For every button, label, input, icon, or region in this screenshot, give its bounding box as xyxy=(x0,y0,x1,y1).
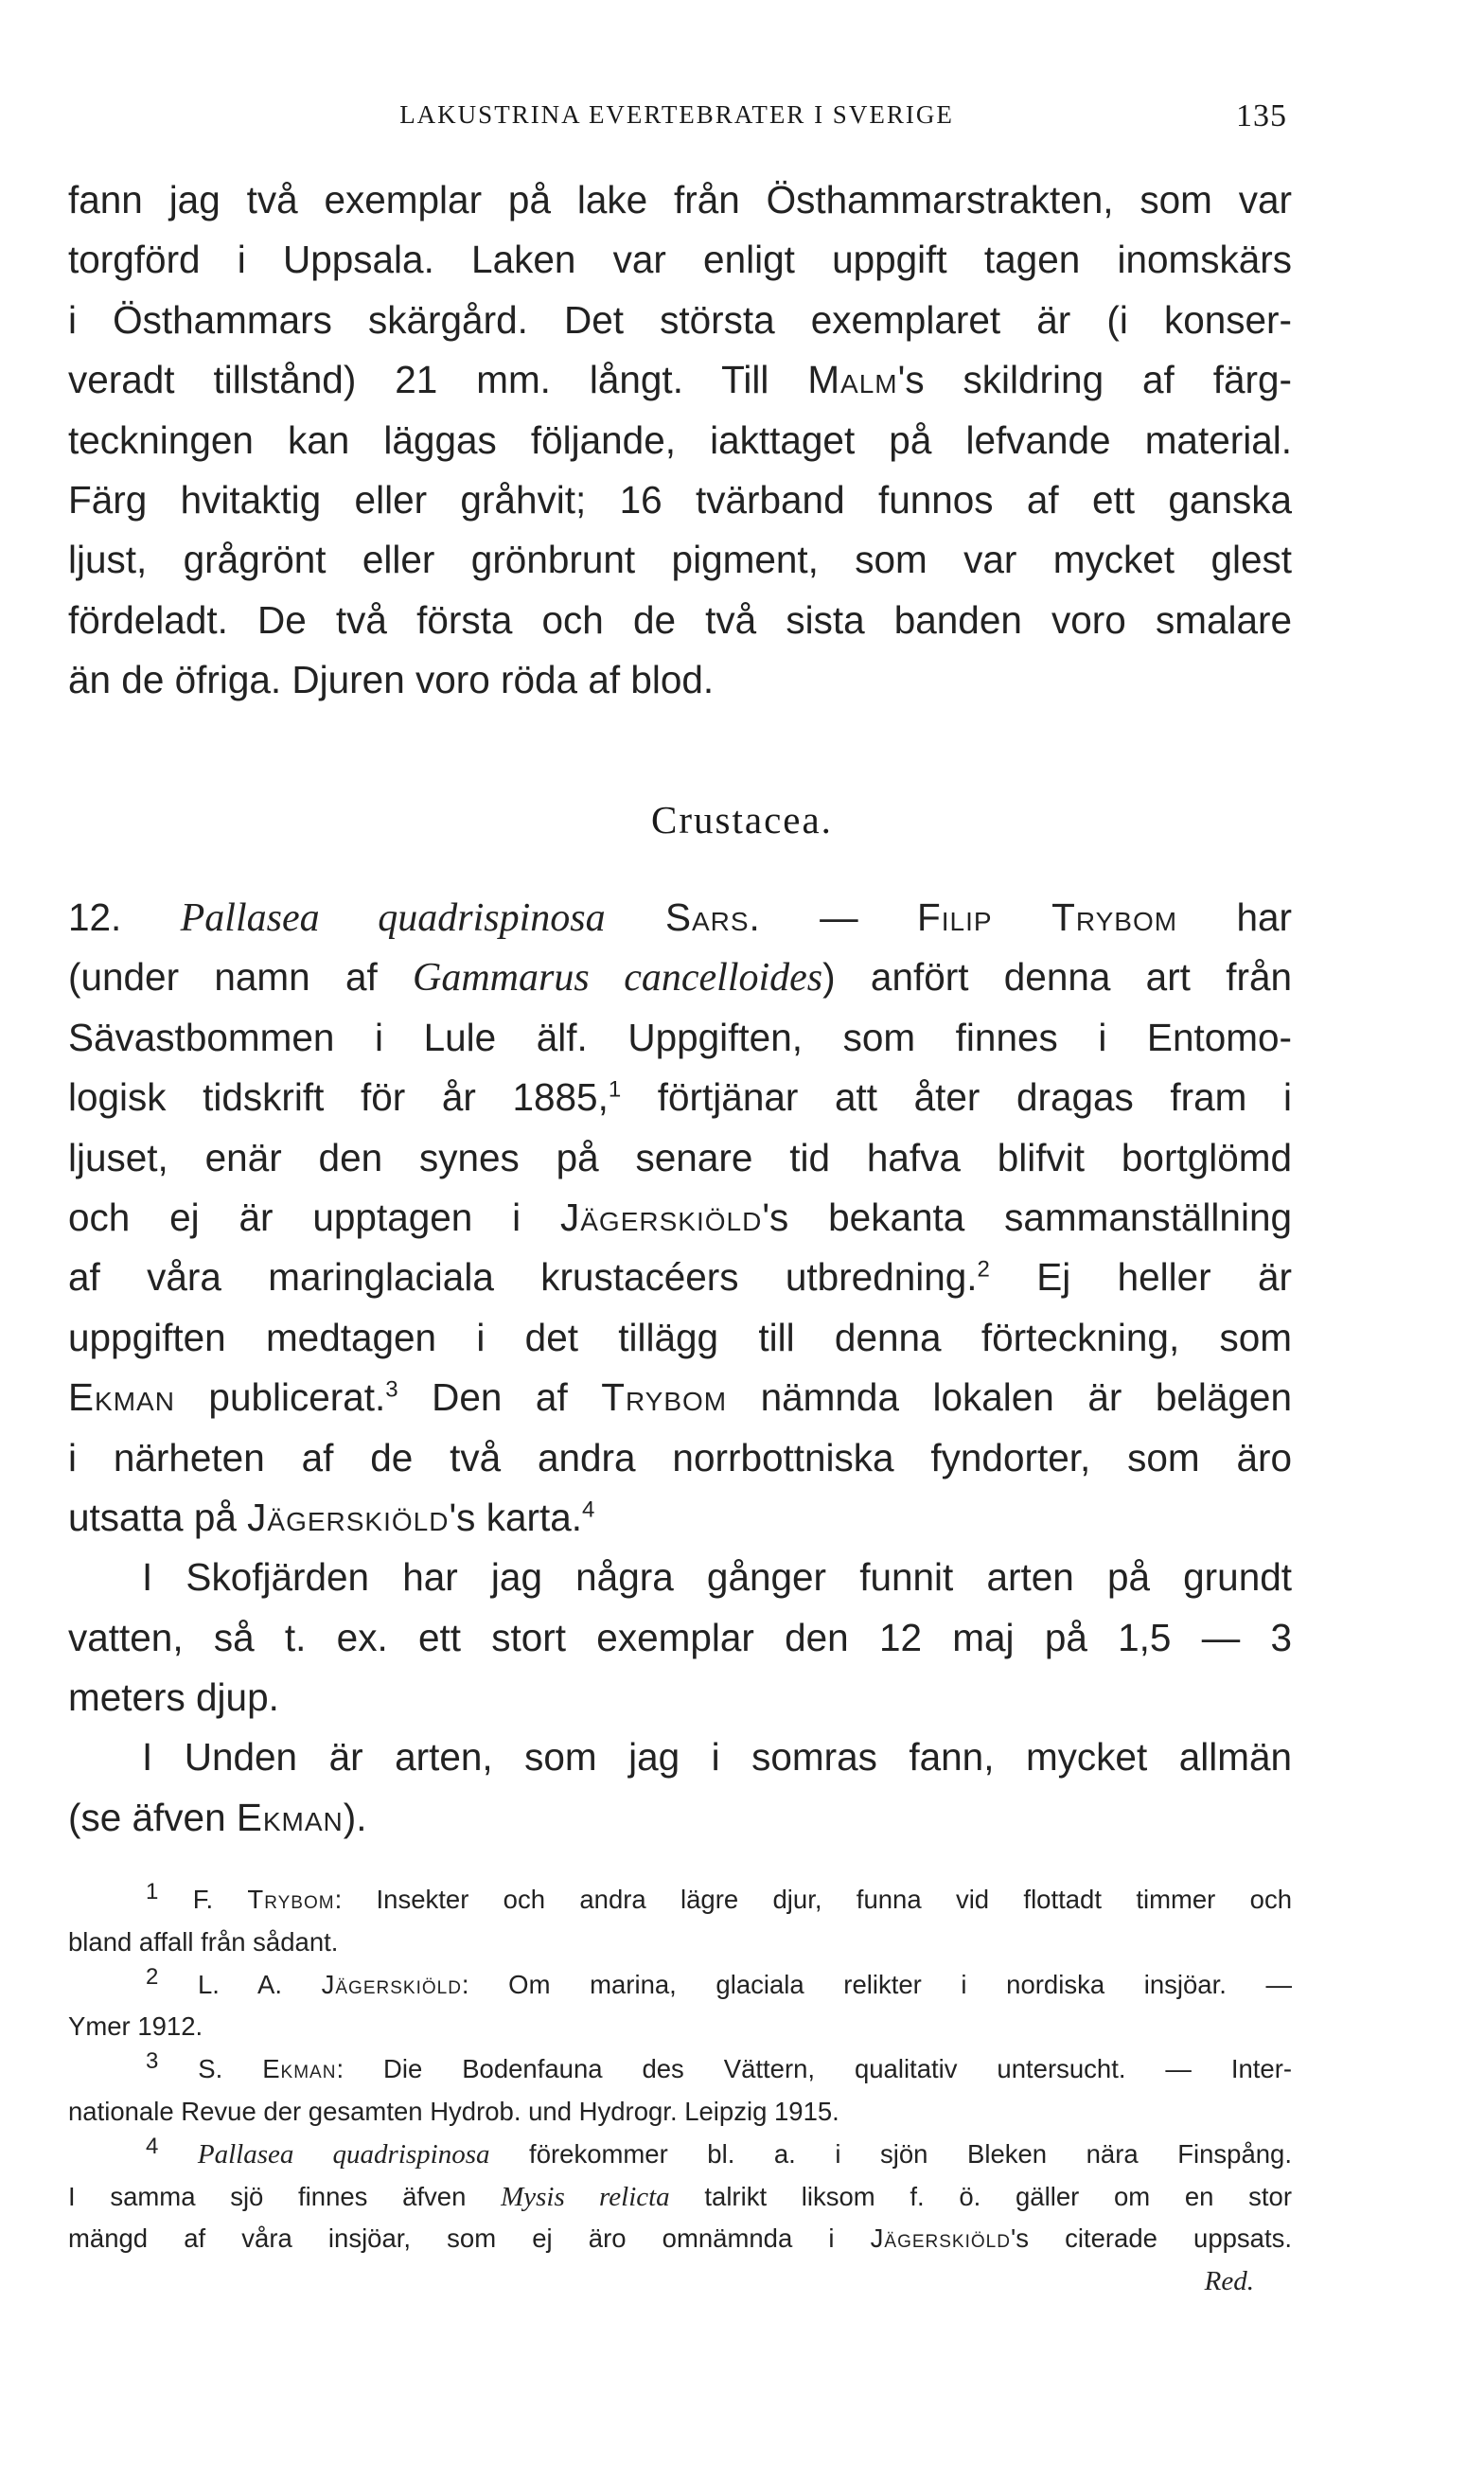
text-run: Den af xyxy=(398,1375,602,1420)
footnote-4 xyxy=(68,2134,1292,2176)
footnote-4-cont xyxy=(68,2176,1292,2219)
text-run: Ej heller är xyxy=(989,1255,1292,1300)
para2-line xyxy=(68,888,1292,948)
text-run: utsatta på xyxy=(68,1495,248,1539)
text-run: (under namn af xyxy=(68,955,414,1000)
author-name: Jägerskiöld xyxy=(247,1495,450,1539)
author-name: Ekman xyxy=(236,1795,344,1839)
para2-line xyxy=(68,1248,1292,1307)
footnote-marker: 4 xyxy=(146,2133,159,2159)
footnote-ref: 3 xyxy=(385,1376,398,1403)
para2-line xyxy=(68,1368,1292,1427)
body-text xyxy=(68,170,1292,711)
author-name: Filip Trybom xyxy=(917,895,1178,939)
text-run: S. xyxy=(158,2054,263,2084)
author-name: Sars. xyxy=(605,895,761,939)
text-run: nämnda lokalen är belägen xyxy=(727,1375,1292,1420)
footnote-3-cont: nationale Revue der gesamten Hydrob. und Hydrogr. Leipzig 1915. xyxy=(68,2096,839,2126)
page-header xyxy=(66,98,1287,136)
footnote-1-cont: bland affall från sådant. xyxy=(68,1926,339,1957)
author-name: Ekman xyxy=(262,2054,337,2084)
author-name: Jägerskiöld xyxy=(870,2223,1011,2254)
body-text-2 xyxy=(68,888,1292,1848)
footnote-3 xyxy=(68,2048,1292,2091)
footnote-marker: 2 xyxy=(146,1963,159,1990)
text-run: logisk tidskrift för år 1885, xyxy=(68,1075,609,1120)
page-number: 135 xyxy=(1236,98,1287,133)
text-run: (se äfven xyxy=(68,1795,237,1839)
para2-line xyxy=(68,948,1292,1007)
footnote-marker: 1 xyxy=(146,1878,159,1904)
footnote-ref: 4 xyxy=(581,1497,595,1523)
footnote-ref: 1 xyxy=(608,1076,622,1103)
section-heading: Crustacea. xyxy=(651,798,833,841)
author-name: Malm xyxy=(807,358,898,402)
footnote-2-cont: Ymer 1912. xyxy=(68,2011,203,2042)
species-name: Pallasea quadrispinosa xyxy=(197,2138,490,2170)
species-name: Pallasea quadrispinosa xyxy=(180,896,606,940)
text-run: förtjänar att åter dragas fram i xyxy=(621,1075,1292,1120)
para1-line xyxy=(68,350,1292,410)
text-run: L. A. xyxy=(158,1969,322,1999)
para1-line: fann jag två exemplar på lake från Östhammarstrakten, som var xyxy=(68,178,1292,221)
footnote-4-cont xyxy=(68,2218,1292,2260)
text-run: : Die Bodenfauna des Vättern, qualitativ untersucht. — Inter- xyxy=(336,2054,1293,2084)
para1-line: Färg hvitaktig eller gråhvit; 16 tvärband funnos af ett ganska xyxy=(68,477,1292,522)
author-name: Jägerskiöld xyxy=(560,1195,763,1239)
para1-line: fördeladt. De två första och de två sista banden voro smalare xyxy=(68,597,1292,642)
species-name: Gammarus cancelloides xyxy=(413,956,823,1001)
text-run: I samma sjö finnes äfven xyxy=(68,2181,502,2211)
text-run: och ej är upptagen i xyxy=(68,1195,560,1239)
para1-line: torgförd i Uppsala. Laken var enligt uppgift tagen inomskärs xyxy=(68,238,1292,282)
text-run: 's citerade uppsats. xyxy=(1010,2223,1292,2254)
text-run: — xyxy=(760,895,918,939)
para2-line: Sävastbommen i Lule älf. Uppgiften, som finnes i Entomo- xyxy=(68,1015,1292,1059)
text-run: : Om marina, glaciala relikter i nordiska insjöar. — xyxy=(461,1969,1292,1999)
text-run: mängd af våra insjöar, som ej äro omnämnda i xyxy=(68,2223,871,2254)
text-run: förekommer bl. a. i sjön Bleken nära Finspång. xyxy=(489,2138,1292,2169)
para3-line: meters djup. xyxy=(68,1675,279,1720)
para1-line: ljust, grågrönt eller grönbrunt pigment, som var mycket glest xyxy=(68,538,1292,582)
text-run: har xyxy=(1177,895,1292,939)
text-run: 's bekanta sammanställning xyxy=(762,1195,1293,1239)
author-name: Ekman xyxy=(68,1375,175,1420)
para1-line: i Östhammars skärgård. Det största exemplaret är (i konser- xyxy=(68,297,1292,342)
text-run: talrikt liksom f. ö. gäller om en stor xyxy=(669,2181,1292,2211)
footnote-1 xyxy=(68,1879,1292,1922)
author-name: Jägerskiöld xyxy=(321,1969,462,1999)
para3-line: vatten, så t. ex. ett stort exemplar den 12 maj på 1,5 — 3 xyxy=(68,1615,1292,1659)
para1-line: än de öfriga. Djuren voro röda af blod. xyxy=(68,658,715,702)
para2-line: ljuset, enär den synes på senare tid hafva blifvit bortglömd xyxy=(68,1135,1292,1179)
para2-line: uppgiften medtagen i det tillägg till denna förteckning, som xyxy=(68,1315,1292,1359)
author-name: Trybom xyxy=(247,1885,335,1914)
text-run: veradt tillstånd) 21 mm. långt. Till xyxy=(68,358,808,402)
text-run: : Insekter och andra lägre djur, funna vid flottadt timmer och xyxy=(334,1885,1292,1914)
text-run: F. xyxy=(158,1885,248,1914)
footnotes xyxy=(68,1879,1292,2303)
text-run: publicerat. xyxy=(174,1375,386,1420)
footnote-ref: 2 xyxy=(977,1256,990,1283)
footnote-signature xyxy=(68,2260,1292,2303)
para4-line: I Unden är arten, som jag i somras fann, mycket allmän xyxy=(142,1735,1292,1780)
text-run: ) anfört denna art från xyxy=(822,955,1293,1000)
running-head: LAKUSTRINA EVERTEBRATER I SVERIGE xyxy=(399,100,954,129)
text-run: ). xyxy=(343,1795,367,1839)
para1-line: teckningen kan läggas följande, iakttaget på lefvande material. xyxy=(68,417,1292,462)
text-run: 's skildring af färg- xyxy=(897,358,1293,402)
text-run: af våra maringlaciala krustacéers utbredning. xyxy=(68,1255,978,1300)
para2-line xyxy=(68,1188,1292,1248)
para3-line: I Skofjärden har jag några gånger funnit arten på grundt xyxy=(142,1555,1292,1600)
para2-line: i närheten af de två andra norrbottniska fyndorter, som äro xyxy=(68,1435,1292,1479)
footnote-marker: 3 xyxy=(146,2048,159,2075)
text-run: 's karta. xyxy=(449,1495,582,1539)
para2-line xyxy=(68,1488,1292,1548)
para2-line xyxy=(68,1068,1292,1127)
author-name: Trybom xyxy=(601,1375,728,1420)
footnote-2 xyxy=(68,1964,1292,2007)
para4-line xyxy=(68,1788,1292,1848)
editor-signature: Red. xyxy=(1204,2266,1254,2297)
text-run: 12. xyxy=(68,895,181,939)
species-name: Mysis relicta xyxy=(501,2181,670,2212)
